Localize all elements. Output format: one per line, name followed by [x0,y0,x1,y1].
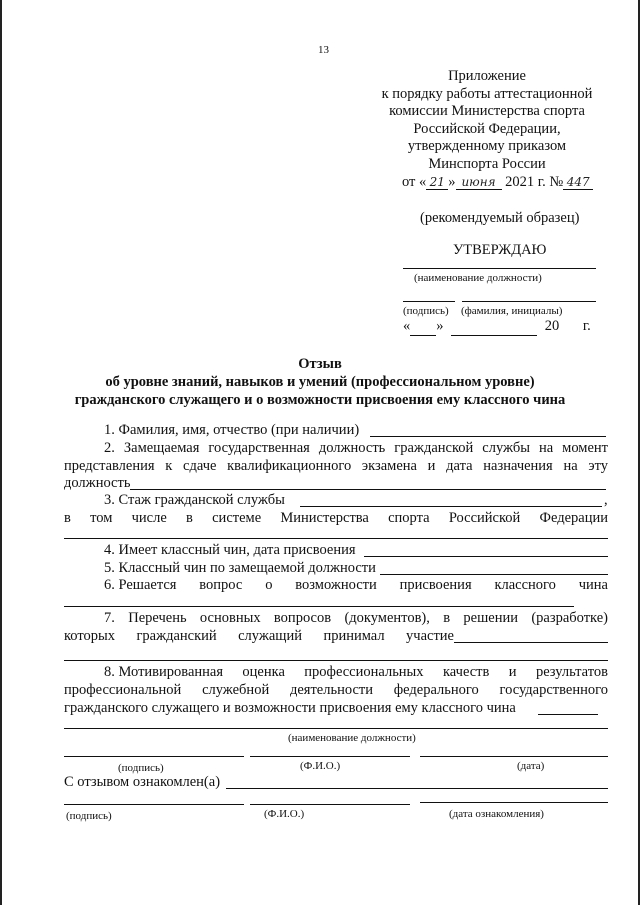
word: системе [212,510,262,526]
appendix-date-line [402,174,593,191]
item-5-blank [380,574,608,575]
order-number-handwritten: 447 [563,175,593,190]
quote-close: » [436,318,444,334]
quote-open: « [403,318,411,334]
item-7-line-2 [64,628,454,645]
item-2-line-3: должность [64,475,131,491]
year-text: 20 [544,318,560,334]
word: присвоения [399,577,472,593]
footer-position-caption: (наименование должности) [288,732,416,744]
item-3-line-2 [64,510,608,527]
item-7-blank [454,642,608,643]
item-6-line [104,577,608,594]
name-line [462,301,596,302]
footer-fio-caption: (Ф.И.О.) [300,760,341,772]
word: участие [406,628,454,644]
title-line: гражданского служащего и о возможности присвоения ему классного чина [74,392,566,408]
word: вопрос [199,577,243,593]
name-caption: (фамилия, инициалы) [461,305,563,317]
appendix-line: Российской Федерации, [413,120,561,137]
footer-date-caption: (дата) [517,760,545,772]
item-1-blank [370,436,606,437]
appendix-line: к порядку работы аттестационной [381,85,593,102]
item-8-line-1 [104,664,608,681]
item-4-label: 4. Имеет классный чин, дата присвоения [104,542,356,558]
word: деятельности [289,682,373,698]
item-6-blank [64,606,574,607]
item-8-blank-2 [64,728,608,729]
acknowledged-blank [226,788,608,789]
word: служащий [238,628,302,644]
ack-fio-caption: (Ф.И.О.) [264,808,305,820]
word: государственного [499,682,608,698]
word: том [90,510,113,526]
item-8-blank [538,714,598,715]
word: Российской [448,510,521,526]
item-3-blank [300,506,602,507]
document-title [40,355,600,409]
word: Федерации [539,510,608,526]
acknowledged-label: С отзывом ознакомлен(а) [64,774,221,790]
item-2-blank [130,489,606,490]
sample-note: (рекомендуемый образец) [420,210,580,226]
ack-date-line [420,802,608,803]
date-mid: » [448,174,456,190]
date-prefix: от « [402,174,427,190]
day-blank [410,318,436,336]
word: оценка [242,664,285,680]
position-line [403,268,596,269]
scan-left-edge [0,0,2,905]
ack-sign-line [64,804,244,805]
item-8-line-2 [64,682,608,699]
item-1-label: 1. Фамилия, имя, отчество (при наличии) [104,422,360,438]
date-month-handwritten: июня [456,175,502,190]
appendix-line: комиссии Министерства спорта [389,103,585,119]
word: качеств [442,664,490,680]
word: 8. Мотивированная [104,664,224,680]
appendix-line: Приложение [448,68,526,84]
date-year: 2021 г. № [505,174,564,190]
approve-date [403,318,599,336]
appendix-line: утвержденному приказом [407,138,567,154]
item-3-comma: , [604,492,608,508]
ack-date-caption: (дата ознакомления) [449,808,544,820]
item-4-blank [364,556,608,557]
word: возможности [295,577,377,593]
date-day-handwritten: 21 [426,175,448,190]
page-number: 13 [318,44,329,56]
appendix-line: Минспорта России [428,155,546,172]
footer-sign-line [64,756,244,757]
signature-caption: (подпись) [403,305,449,317]
word: федерального [393,682,479,698]
item-8-line-3: гражданского служащего и возможности присвоения ему классного чина [64,700,516,716]
word: и [508,664,517,680]
footer-sign-caption: (подпись) [118,762,164,774]
word: результатов [535,664,608,680]
footer-fio-line [250,756,410,757]
year-suffix: г. [582,318,591,334]
item-2-line-1: 2. Замещаемая государственная должность гражданской службы на момент [104,440,608,456]
word: в [186,510,193,526]
item-7-line-1: 7. Перечень основных вопросов (документов), в решении (разработке) [104,610,608,626]
word: которых [64,628,116,644]
word: 6. Решается [104,577,177,593]
ack-fio-line [250,804,410,805]
word: о [265,577,273,593]
word: спорта [388,510,430,526]
ack-sign-caption: (подпись) [66,810,112,822]
item-3-blank-2 [64,538,608,539]
word: чина [578,577,608,593]
word: профессиональной [64,682,182,698]
signature-line [403,301,455,302]
word: в [64,510,71,526]
footer-date-line [420,756,608,757]
title-line: Отзыв [298,356,342,372]
month-blank [451,318,537,336]
word: классного [494,577,556,593]
word: принимал [323,628,385,644]
approve-title: УТВЕРЖДАЮ [453,242,547,258]
word: Министерства [280,510,369,526]
word: гражданский [136,628,217,644]
position-caption: (наименование должности) [414,272,542,284]
word: служебной [202,682,270,698]
title-line: об уровне знаний, навыков и умений (профессиональном уровне) [105,374,535,390]
item-5-label: 5. Классный чин по замещаемой должности [104,560,376,576]
item-3-label: 3. Стаж гражданской службы [104,492,285,508]
word: числе [131,510,167,526]
word: профессиональных [304,664,424,680]
item-2-line-2: представления к сдаче квалификационного экзамена и дата назначения на эту [64,458,608,474]
appendix-block [360,68,614,173]
item-7-blank-2 [64,660,608,661]
